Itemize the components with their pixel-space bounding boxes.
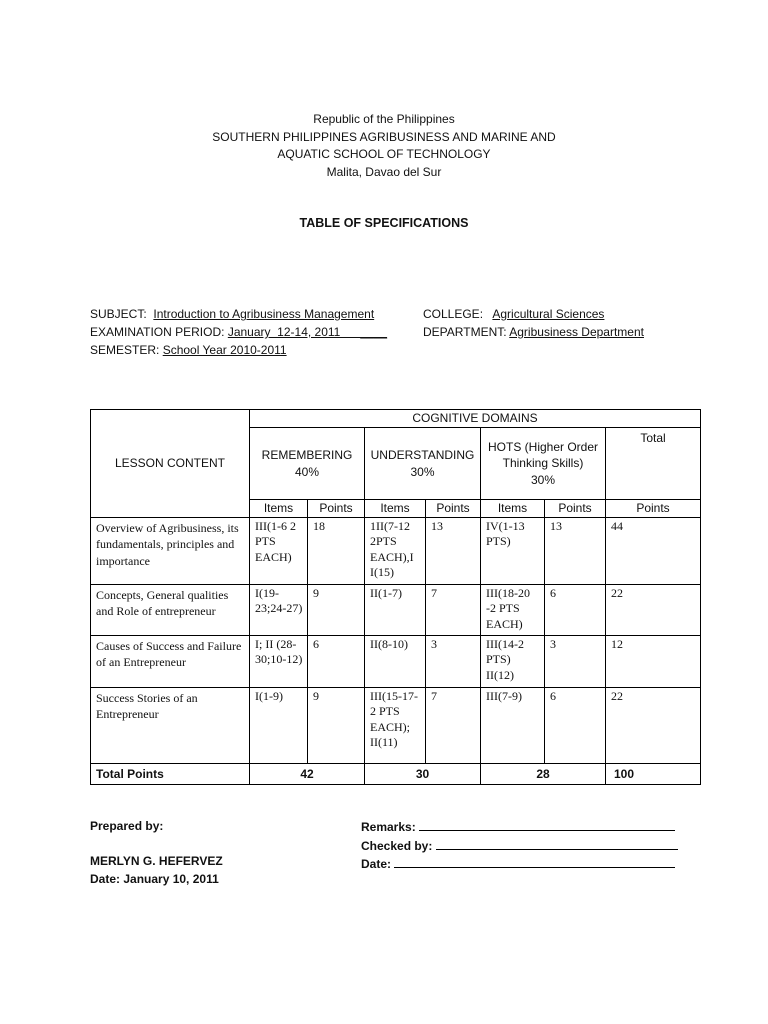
lesson-cell: Overview of Agribusiness, its fundamentals, principles and importance xyxy=(91,517,250,584)
remarks-line xyxy=(361,818,678,837)
checked-by-blank[interactable] xyxy=(436,837,678,850)
school-header xyxy=(0,111,768,181)
rem-items-cell: I(19-23;24-27) xyxy=(250,584,308,635)
exam-info-left xyxy=(90,305,387,359)
hots-items-cell: IV(1-13 PTS) xyxy=(481,517,545,584)
total-header: Total xyxy=(606,428,701,500)
hots-label: HOTS (Higher Order Thinking Skills) xyxy=(487,439,599,471)
und-items-cell: II(1-7) xyxy=(365,584,426,635)
rem-items-cell: III(1-6 2 PTS EACH) xyxy=(250,517,308,584)
prepared-date: Date: January 10, 2011 xyxy=(90,871,219,886)
college-value: Agricultural Sciences xyxy=(492,307,605,321)
total-cell: 12 xyxy=(606,635,701,687)
und-points-cell: 13 xyxy=(426,517,481,584)
semester-label: SEMESTER: xyxy=(90,343,160,357)
preparer-name: MERLYN G. HEFERVEZ xyxy=(90,854,223,868)
header-school-name-1: SOUTHERN PHILIPPINES AGRIBUSINESS AND MARINE AND xyxy=(212,129,556,144)
subject-line xyxy=(90,305,387,323)
semester-value: School Year 2010-2011 xyxy=(162,343,287,357)
rem-items-cell: I(1-9) xyxy=(250,687,308,763)
approval-block xyxy=(361,818,678,874)
subject-label: SUBJECT: xyxy=(90,307,147,321)
header-republic: Republic of the Philippines xyxy=(313,112,455,126)
cognitive-domains-header: COGNITIVE DOMAINS xyxy=(250,410,701,428)
document-title: TABLE OF SPECIFICATIONS xyxy=(299,216,469,230)
und-points-cell: 7 xyxy=(426,687,481,763)
semester-line xyxy=(90,341,387,359)
rem-items-cell: I; II (28-30;10-12) xyxy=(250,635,308,687)
hots-percent: 30% xyxy=(530,472,556,487)
table-row xyxy=(91,635,701,687)
checked-by-label: Checked by: xyxy=(361,838,433,853)
total-cell: 22 xyxy=(606,687,701,763)
table-row xyxy=(91,517,701,584)
hots-points-cell: 3 xyxy=(545,635,606,687)
und-points-cell: 7 xyxy=(426,584,481,635)
remembering-header xyxy=(250,428,365,500)
table-row xyxy=(91,584,701,635)
understanding-label: UNDERSTANDING xyxy=(370,448,475,462)
exam-info-right xyxy=(423,305,644,341)
total-understanding: 30 xyxy=(365,763,481,784)
prepared-by-block xyxy=(90,818,223,888)
subject-value: Introduction to Agribusiness Management xyxy=(153,307,375,321)
total-hots: 28 xyxy=(481,763,606,784)
total-cell: 44 xyxy=(606,517,701,584)
rem-points-cell: 9 xyxy=(308,584,365,635)
hots-points-cell: 13 xyxy=(545,517,606,584)
und-items-header: Items xyxy=(365,500,426,518)
remarks-label: Remarks: xyxy=(361,820,416,834)
header-school-name-2: AQUATIC SCHOOL OF TECHNOLOGY xyxy=(277,147,491,161)
hots-items-cell: III(14-2 PTS) II(12) xyxy=(481,635,545,687)
approval-date-line xyxy=(361,855,678,874)
checked-by-line xyxy=(361,837,678,856)
total-cell: 22 xyxy=(606,584,701,635)
exam-period-value: January 12-14, 2011 ____ xyxy=(227,325,388,339)
total-points-label: Total Points xyxy=(91,763,250,784)
college-line xyxy=(423,305,644,323)
und-items-cell: 1II(7-12 2PTS EACH),I I(15) xyxy=(365,517,426,584)
hots-points-header: Points xyxy=(545,500,606,518)
remembering-label: REMEMBERING xyxy=(261,448,353,462)
rem-points-cell: 18 xyxy=(308,517,365,584)
department-label: DEPARTMENT: xyxy=(423,325,507,339)
und-points-cell: 3 xyxy=(426,635,481,687)
understanding-percent: 30% xyxy=(410,464,435,479)
exam-period-label: EXAMINATION PERIOD: xyxy=(90,325,225,339)
rem-points-cell: 9 xyxy=(308,687,365,763)
hots-items-cell: III(7-9) xyxy=(481,687,545,763)
hots-items-header: Items xyxy=(481,500,545,518)
und-items-cell: II(8-10) xyxy=(365,635,426,687)
rem-points-cell: 6 xyxy=(308,635,365,687)
hots-points-cell: 6 xyxy=(545,584,606,635)
total-points-header: Points xyxy=(606,500,701,518)
department-line xyxy=(423,323,644,341)
prepared-by-label: Prepared by: xyxy=(90,819,164,833)
und-points-header: Points xyxy=(426,500,481,518)
header-location: Malita, Davao del Sur xyxy=(326,164,442,179)
rem-items-header: Items xyxy=(250,500,308,518)
table-row xyxy=(91,687,701,763)
rem-points-header: Points xyxy=(308,500,365,518)
college-label: COLLEGE: xyxy=(423,307,484,321)
hots-items-cell: III(18-20 -2 PTS EACH) xyxy=(481,584,545,635)
lesson-cell: Success Stories of an Entrepreneur xyxy=(91,687,250,763)
und-items-cell: III(15-17-2 PTS EACH); II(11) xyxy=(365,687,426,763)
hots-header xyxy=(481,428,606,500)
grand-total: 100 xyxy=(606,763,701,784)
header-row-1 xyxy=(91,410,701,428)
hots-points-cell: 6 xyxy=(545,687,606,763)
specifications-table xyxy=(90,409,701,785)
total-remembering: 42 xyxy=(250,763,365,784)
approval-date-blank[interactable] xyxy=(394,855,675,868)
lesson-cell: Causes of Success and Failure of an Entrepreneur xyxy=(91,635,250,687)
remembering-percent: 40% xyxy=(294,464,320,479)
approval-date-label: Date: xyxy=(361,857,392,871)
understanding-header xyxy=(365,428,481,500)
remarks-blank[interactable] xyxy=(419,818,675,831)
lesson-content-header: LESSON CONTENT xyxy=(91,410,250,518)
total-points-row xyxy=(91,763,701,784)
exam-period-line xyxy=(90,323,387,341)
department-value: Agribusiness Department xyxy=(509,325,644,339)
lesson-cell: Concepts, General qualities and Role of entrepreneur xyxy=(91,584,250,635)
